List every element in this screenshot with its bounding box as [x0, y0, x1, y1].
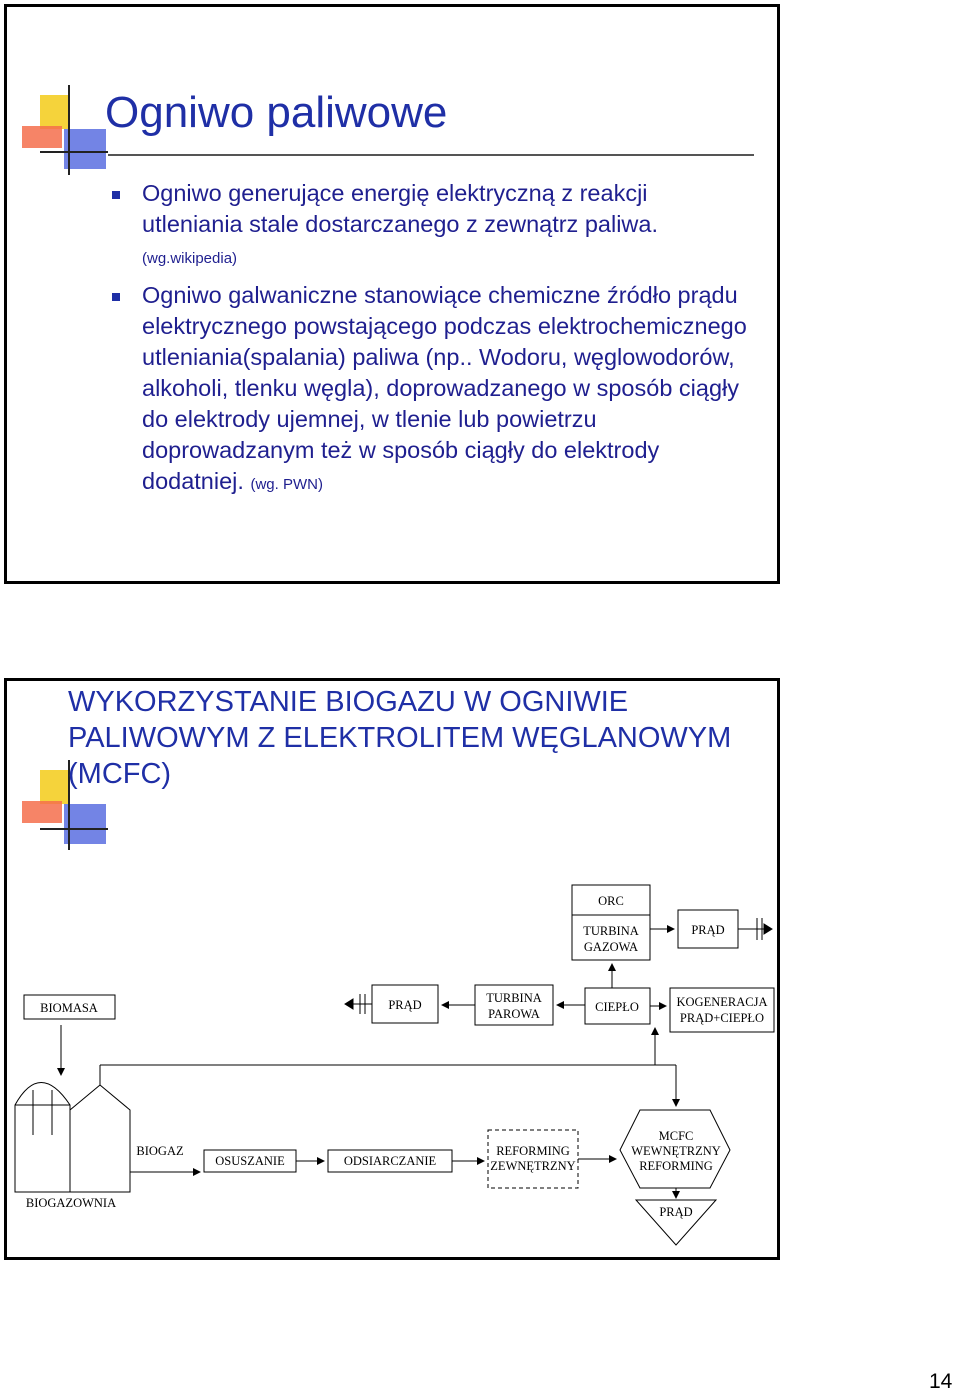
turbina-parowa-label-2: PAROWA [488, 1007, 540, 1021]
mcfc-label-2: WEWNĘTRZNY [631, 1144, 721, 1158]
bullet-text: Ogniwo generujące energię elektryczną z reakcji utleniania stale dostarczanego z zewnątrz paliwa. [142, 180, 658, 237]
kogeneracja-label-2: PRĄD+CIEPŁO [679, 1011, 765, 1025]
reforming-zew-label-1: REFORMING [496, 1144, 570, 1158]
turbina-gazowa-label-2: GAZOWA [583, 940, 639, 954]
turbina-parowa-label-1: TURBINA [486, 991, 542, 1005]
orc-label: ORC [598, 894, 624, 908]
prad-top-label: PRĄD [691, 923, 725, 937]
mcfc-label-3: REFORMING [639, 1159, 713, 1173]
odsiarczanie-label: ODSIARCZANIE [343, 1154, 437, 1168]
cieplo-label: CIEPŁO [595, 1000, 639, 1014]
mcfc-label-1: MCFC [658, 1129, 694, 1143]
biomasa-label: BIOMASA [40, 1001, 98, 1015]
slide-title: Ogniwo paliwowe [105, 88, 448, 137]
bullet-source: (wg. PWN) [250, 476, 323, 493]
page-number: 14 [929, 1370, 953, 1393]
biogazownia-tank-icon [15, 1083, 70, 1193]
biogazownia-building-icon [70, 1085, 130, 1192]
slide-title: WYKORZYSTANIE BIOGAZU W OGNIWIE PALIWOWYM Z ELEKTROLITEM WĘGLANOWYM (MCFC) [68, 686, 732, 790]
prad-mid-label: PRĄD [388, 998, 422, 1012]
kogeneracja-label-1: KOGENERACJA [676, 995, 768, 1009]
turbina-gazowa-label-1: TURBINA [583, 924, 639, 938]
biogaz-label: BIOGAZ [136, 1144, 184, 1158]
reforming-zew-label-2: ZEWNĘTRZNY [490, 1159, 576, 1173]
bullet-text: Ogniwo galwaniczne stanowiące chemiczne źródło prądu elektrycznego powstającego podczas elektrochemicznego utleniania(spalania) paliwa (np.. Wodoru, węglowodorów, alkoholi, tlenku węgla), doprowadzanego w sposób ciągły do elektrody ujemnej, w tlenie lub powietrzu doprowadzanym też w sposób ciągły do elektrody dodatniej. [142, 282, 747, 494]
prad-bottom-label: PRĄD [659, 1205, 693, 1219]
osuszanie-label: OSUSZANIE [215, 1154, 285, 1168]
bullet-source: (wg.wikipedia) [142, 250, 238, 267]
biogazownia-label: BIOGAZOWNIA [25, 1196, 117, 1210]
